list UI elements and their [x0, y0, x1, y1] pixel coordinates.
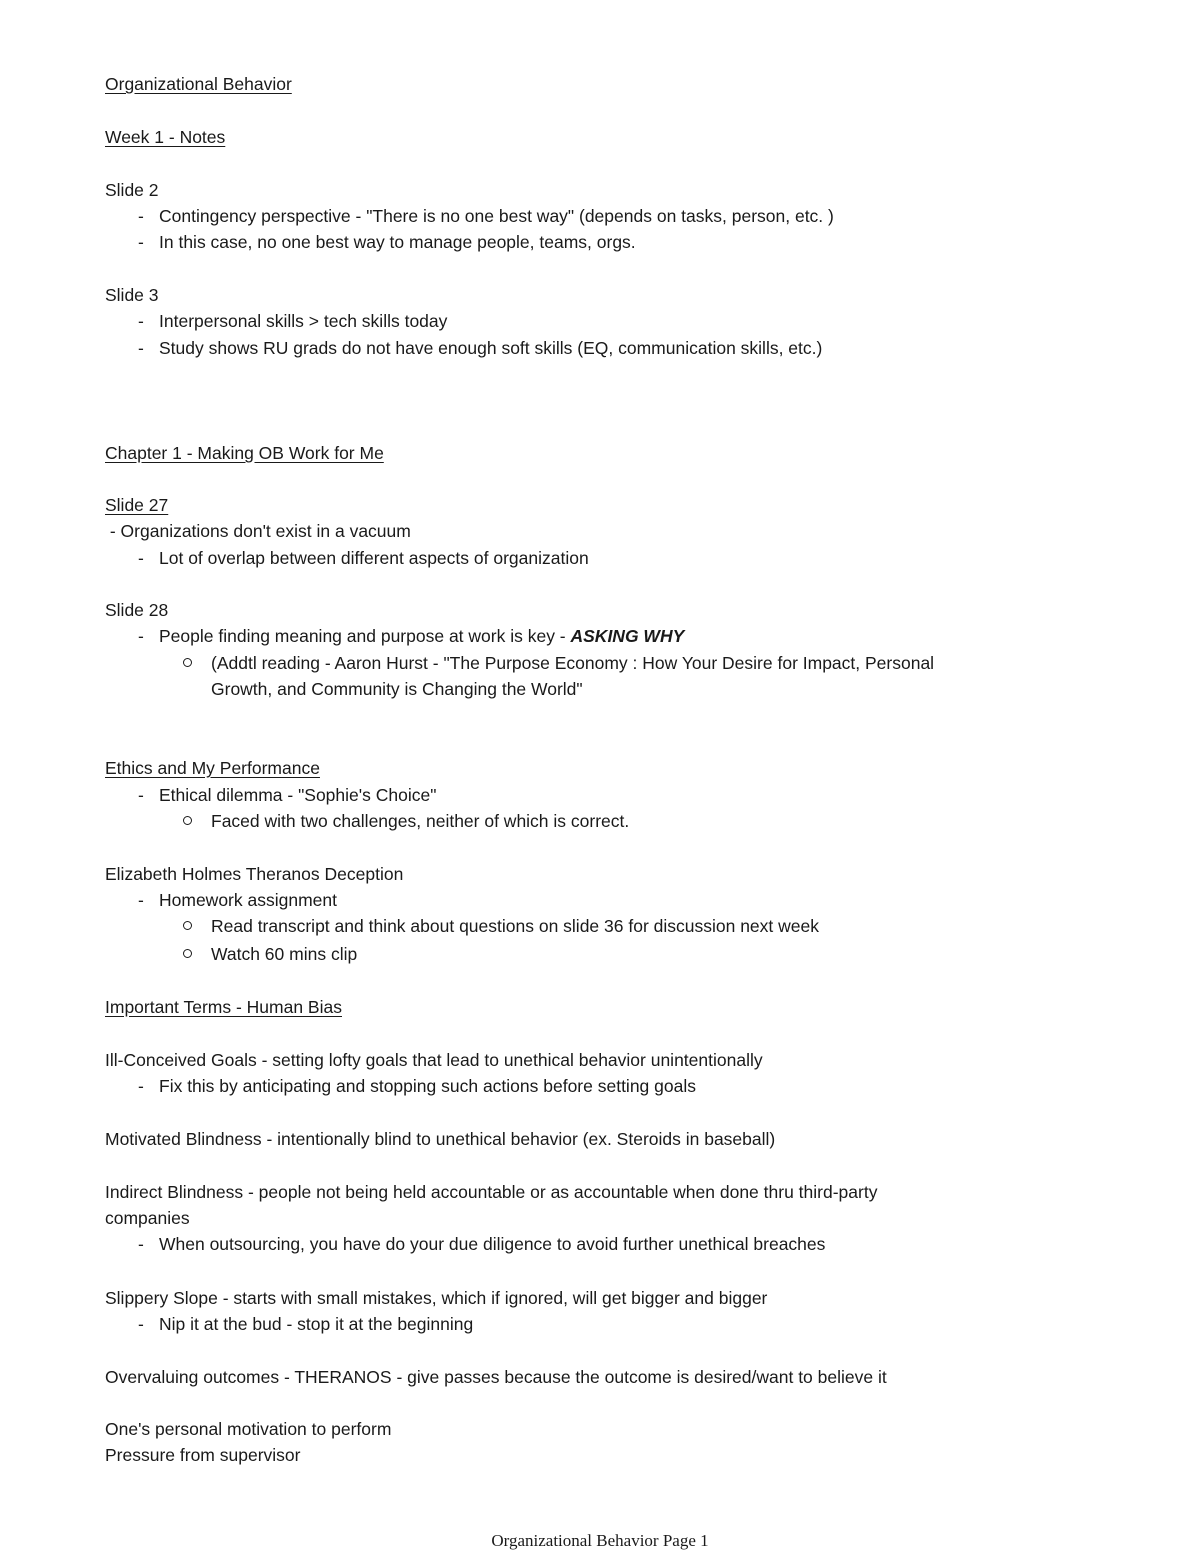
document-title: Organizational Behavior	[105, 74, 292, 94]
chapter-1-heading: Chapter 1 - Making OB Work for Me	[105, 443, 384, 463]
bullet-item: - Study shows RU grads do not have enough soft skills (EQ, communication skills, etc.)	[138, 338, 823, 358]
bullet-item: - Nip it at the bud - stop it at the beginning	[138, 1314, 474, 1334]
circle-bullet-icon	[183, 658, 192, 667]
sub-bullet-item: Read transcript and think about questions on slide 36 for discussion next week	[183, 915, 819, 937]
circle-bullet-icon	[183, 921, 192, 930]
slide-2-heading: Slide 2	[105, 180, 159, 200]
bullet-item: - Interpersonal skills > tech skills today	[138, 311, 448, 331]
bullet-item: - People finding meaning and purpose at work is key - ASKING WHY	[138, 626, 685, 646]
week-heading: Week 1 - Notes	[105, 127, 226, 147]
slide-27-lead: - Organizations don't exist in a vacuum	[105, 521, 411, 541]
term-indirect-blindness-continuation: companies	[105, 1208, 190, 1228]
terms-heading: Important Terms - Human Bias	[105, 997, 342, 1017]
bullet-item: - In this case, no one best way to manage people, teams, orgs.	[138, 232, 636, 252]
term-slippery-slope: Slippery Slope - starts with small mistakes, which if ignored, will get bigger and bigger	[105, 1288, 768, 1308]
slide-27-heading: Slide 27	[105, 495, 169, 515]
page-footer: Organizational Behavior Page 1	[491, 1531, 709, 1550]
bullet-item: - Ethical dilemma - "Sophie's Choice"	[138, 785, 437, 805]
bullet-item: - Homework assignment	[138, 890, 337, 910]
sub-bullet-item: Faced with two challenges, neither of which is correct.	[183, 810, 629, 832]
circle-bullet-icon	[183, 949, 192, 958]
holmes-heading: Elizabeth Holmes Theranos Deception	[105, 864, 404, 884]
bullet-item: - When outsourcing, you have do your due diligence to avoid further unethical breaches	[138, 1234, 826, 1254]
term-motivated-blindness: Motivated Blindness - intentionally blind to unethical behavior (ex. Steroids in baseball)	[105, 1129, 776, 1149]
term-overvaluing-outcomes: Overvaluing outcomes - THERANOS - give passes because the outcome is desired/want to believe it	[105, 1367, 887, 1387]
ethics-heading: Ethics and My Performance	[105, 758, 320, 778]
emphasis-text: ASKING WHY	[570, 626, 685, 646]
term-personal-motivation: One's personal motivation to perform	[105, 1419, 392, 1439]
term-supervisor-pressure: Pressure from supervisor	[105, 1445, 301, 1465]
circle-bullet-icon	[183, 816, 192, 825]
bullet-item: - Contingency perspective - "There is no one best way" (depends on tasks, person, etc. )	[138, 206, 834, 226]
sub-bullet-item: Watch 60 mins clip	[183, 943, 357, 965]
sub-bullet-continuation: Growth, and Community is Changing the World"	[211, 679, 583, 699]
bullet-item: - Fix this by anticipating and stopping such actions before setting goals	[138, 1076, 696, 1096]
sub-bullet-item: (Addtl reading - Aaron Hurst - "The Purpose Economy : How Your Desire for Impact, Personal	[183, 652, 934, 674]
slide-28-heading: Slide 28	[105, 600, 169, 620]
slide-3-heading: Slide 3	[105, 285, 159, 305]
term-indirect-blindness: Indirect Blindness - people not being held accountable or as accountable when done thru third-party	[105, 1182, 878, 1202]
bullet-item: - Lot of overlap between different aspects of organization	[138, 548, 589, 568]
term-ill-conceived-goals: Ill-Conceived Goals - setting lofty goals that lead to unethical behavior unintentionally	[105, 1050, 763, 1070]
